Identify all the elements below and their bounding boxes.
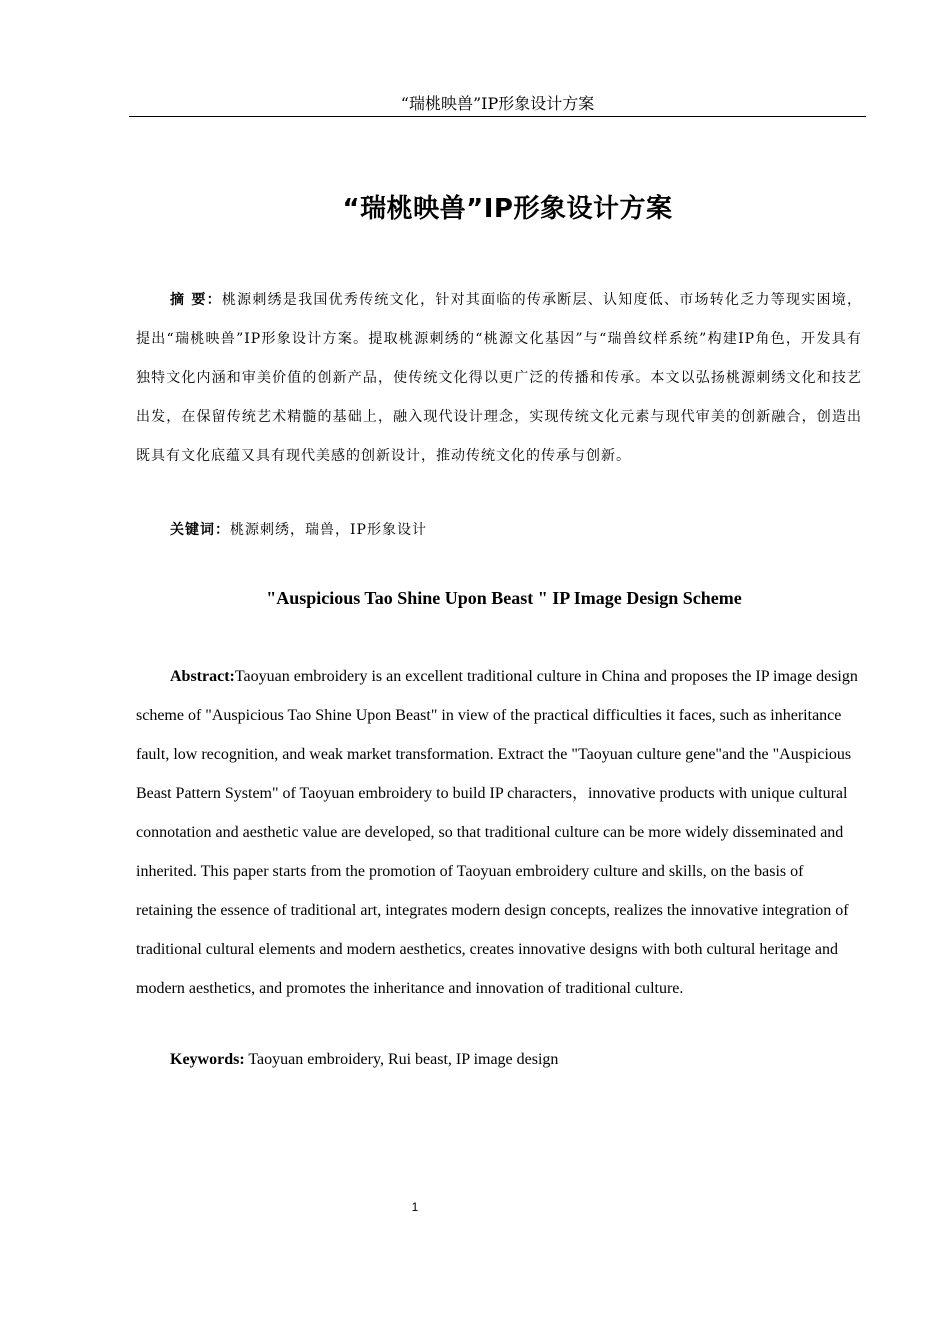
english-abstract: [136, 657, 862, 1008]
english-keywords-text: Taoyuan embroidery, Rui beast, IP image design: [244, 1051, 559, 1068]
english-abstract-label: Abstract:: [170, 668, 235, 685]
english-title: "Auspicious Tao Shine Upon Beast " IP Image Design Scheme: [266, 588, 742, 608]
chinese-keywords: [170, 516, 427, 544]
english-abstract-text: Taoyuan embroidery is an excellent traditional culture in China and proposes the IP image design scheme of "Auspicious Tao Shine Upon Beast" in view of the practical difficulties it faces, such as inheritance fault, low recognition, and weak market transformation. Extract the "Taoyuan culture gene"and the "Auspicious Beast Pattern System" of Taoyuan embroidery to build IP characters，innovative products with unique cultural connotation and aesthetic value are developed, so that traditional culture can be more widely disseminated and inherited. This paper starts from the promotion of Taoyuan embroidery culture and skills, on the basis of retaining the essence of traditional art, integrates modern design concepts, realizes the innovative integration of traditional cultural elements and modern aesthetics, creates innovative designs with both cultural heritage and modern aesthetics, and promotes the inheritance and innovation of traditional culture.: [136, 668, 858, 997]
english-keywords-label: Keywords:: [170, 1051, 245, 1068]
page-number: 1: [411, 1200, 419, 1214]
chinese-title: “瑞桃映兽”IP形象设计方案: [342, 194, 673, 224]
chinese-abstract-label: 摘 要：: [170, 292, 222, 308]
chinese-abstract-text: 桃源刺绣是我国优秀传统文化，针对其面临的传承断层、认知度低、市场转化乏力等现实困境，提出“瑞桃映兽”IP形象设计方案。提取桃源刺绣的“桃源文化基因”与“瑞兽纹样系统”构建IP角色，开发具有独特文化内涵和审美价值的创新产品，使传统文化得以更广泛的传播和传承。本文以弘扬桃源刺绣文化和技艺出发，在保留传统艺术精髓的基础上，融入现代设计理念，实现传统文化元素与现代审美的创新融合，创造出既具有文化底蕴又具有现代美感的创新设计，推动传统文化的传承与创新。: [136, 292, 863, 464]
english-keywords: [170, 1046, 558, 1074]
running-header: “瑞桃映兽”IP形象设计方案: [129, 92, 866, 117]
chinese-keywords-label: 关键词：: [170, 522, 230, 538]
chinese-keywords-text: 桃源刺绣，瑞兽，IP形象设计: [230, 522, 427, 538]
chinese-abstract: [136, 281, 862, 476]
